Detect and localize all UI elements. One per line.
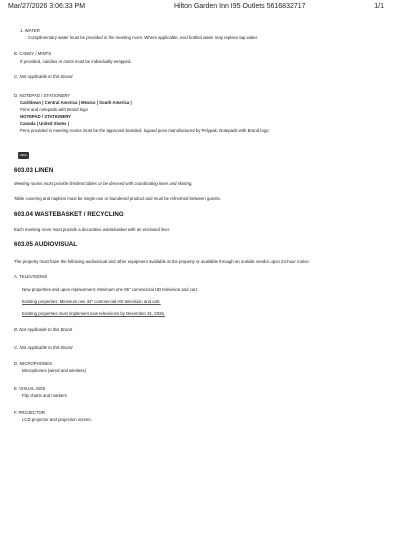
wastebasket-text: Each meeting room must provide a decorative wastebasket with an enclosed liner. bbox=[14, 227, 171, 232]
tv-line-1: New properties and upon replacement: Minimum one 55" commercial HD television and cart. bbox=[22, 287, 199, 292]
print-datetime: Mar/27/2026 3:06:33 PM bbox=[8, 3, 86, 10]
linen-text-2: Table covering and napkins must be single-use or laundered product and must be refreshed between guests. bbox=[14, 196, 221, 201]
wastebasket-heading: 603.04 WASTEBASKET / RECYCLING bbox=[14, 211, 124, 218]
televisions-heading: A. TELEVISIONS bbox=[14, 274, 48, 279]
projector-heading: F. PROJECTOR bbox=[14, 410, 45, 415]
linen-text-1: Meeting rooms must provide finished tables or be dressed with coordinating linen and skirting. bbox=[14, 181, 193, 186]
document-title: Hilton Garden Inn I95 Outlets 5616832717 bbox=[174, 3, 306, 10]
notepad-heading: D. NOTEPAD / STATIONERY bbox=[14, 93, 71, 98]
audiovisual-heading: 603.05 AUDIOVISUAL bbox=[14, 241, 78, 248]
projector-text: LCD projector and projection screen. bbox=[22, 417, 92, 422]
brand-logo: Hilton bbox=[19, 153, 28, 157]
candy-heading: B. CANDY / MINTS bbox=[14, 51, 52, 56]
av-item-b: B. Not Applicable to this Brand bbox=[14, 327, 73, 332]
notepad-line2: Pens and notepads with Brand logo bbox=[20, 107, 88, 112]
item-c-text: C. Not Applicable to this Brand bbox=[14, 74, 73, 79]
candy-text: If provided, candies or mints must be individually-wrapped. bbox=[20, 59, 132, 64]
microphones-text: Microphones (wired and wireless) bbox=[22, 368, 87, 373]
linen-heading: 603.03 LINEN bbox=[14, 167, 54, 174]
page-number: 1/1 bbox=[374, 3, 384, 10]
audiovisual-intro: The property must have the following audiovisual and other equipment available at the property or available through an outside vendor upon 24-hour notice: bbox=[14, 259, 310, 264]
visual-aids-heading: E. VISUAL AIDS bbox=[14, 386, 46, 391]
water-heading: 1. WATER bbox=[20, 28, 40, 33]
notepad-region-line1: Caribbean | Central America | Mexico | South America | bbox=[20, 100, 132, 105]
notepad-line3: NOTEPAD / STATIONERY bbox=[20, 114, 72, 119]
print-header bbox=[8, 2, 392, 12]
notepad-region-line2: Canada | United States | bbox=[20, 121, 69, 126]
tv-line-2: Existing properties: Minimum one 32" commercial HD television and cart. bbox=[22, 299, 161, 304]
tv-line-3: Existing properties must implement new televisions by December 31, 2026. bbox=[22, 311, 166, 316]
water-text: Complimentary water must be provided in the meeting room. Where applicable, iced bottled water may replace tap water. bbox=[28, 35, 258, 40]
microphones-heading: D. MICROPHONES bbox=[14, 361, 52, 366]
av-item-c: C. Not Applicable to this Brand bbox=[14, 345, 73, 350]
notepad-pens-text: Pens provided in meeting rooms must be the approved branded, logoed pens manufactured by Pelypak. Notepads with Brand logo: bbox=[20, 128, 270, 133]
visual-aids-text: Flip charts and markers bbox=[22, 393, 67, 398]
